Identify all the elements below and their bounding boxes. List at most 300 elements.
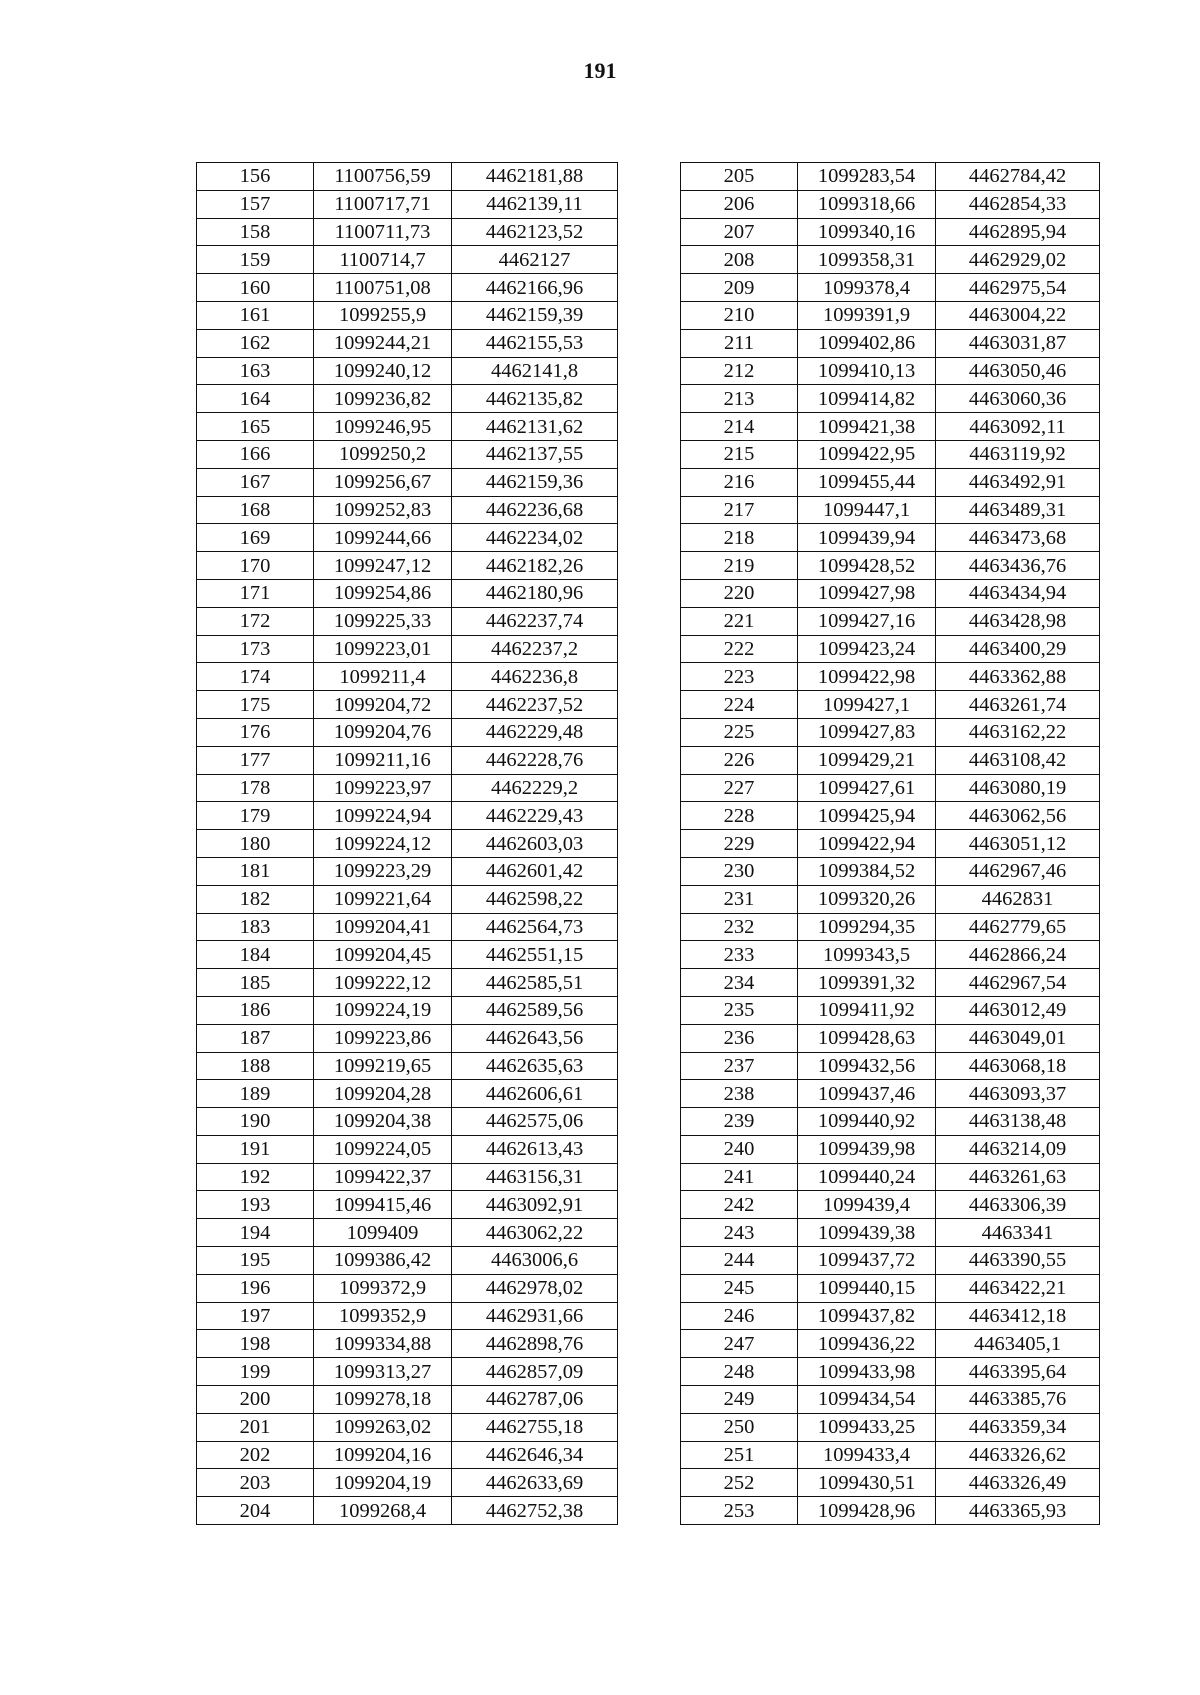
point-number-cell: 189 — [197, 1080, 314, 1108]
table-row — [681, 274, 1100, 302]
x-coordinate-cell: 1099427,1 — [798, 691, 936, 719]
point-number-cell: 162 — [197, 329, 314, 357]
y-coordinate-cell: 4462229,43 — [452, 802, 618, 830]
point-number-cell: 229 — [681, 830, 798, 858]
x-coordinate-cell: 1099224,19 — [314, 996, 452, 1024]
point-number-cell: 213 — [681, 385, 798, 413]
y-coordinate-cell: 4462166,96 — [452, 274, 618, 302]
y-coordinate-cell: 4463162,22 — [936, 718, 1100, 746]
x-coordinate-cell: 1099252,83 — [314, 496, 452, 524]
table-row — [197, 1052, 618, 1080]
point-number-cell: 181 — [197, 857, 314, 885]
table-row — [197, 440, 618, 468]
x-coordinate-cell: 1099439,4 — [798, 1191, 936, 1219]
x-coordinate-cell: 1099440,92 — [798, 1108, 936, 1136]
point-number-cell: 234 — [681, 969, 798, 997]
point-number-cell: 251 — [681, 1441, 798, 1469]
y-coordinate-cell: 4462182,26 — [452, 552, 618, 580]
table-row — [681, 524, 1100, 552]
point-number-cell: 156 — [197, 163, 314, 191]
x-coordinate-cell: 1099433,25 — [798, 1413, 936, 1441]
point-number-cell: 231 — [681, 885, 798, 913]
point-number-cell: 247 — [681, 1330, 798, 1358]
y-coordinate-cell: 4463060,36 — [936, 385, 1100, 413]
point-number-cell: 177 — [197, 746, 314, 774]
point-number-cell: 174 — [197, 663, 314, 691]
y-coordinate-cell: 4463068,18 — [936, 1052, 1100, 1080]
y-coordinate-cell: 4462236,8 — [452, 663, 618, 691]
table-row — [197, 1191, 618, 1219]
table-row — [197, 496, 618, 524]
point-number-cell: 158 — [197, 218, 314, 246]
table-row — [681, 718, 1100, 746]
x-coordinate-cell: 1099221,64 — [314, 885, 452, 913]
y-coordinate-cell: 4462551,15 — [452, 941, 618, 969]
point-number-cell: 179 — [197, 802, 314, 830]
point-number-cell: 243 — [681, 1219, 798, 1247]
table-row — [197, 1163, 618, 1191]
x-coordinate-cell: 1099313,27 — [314, 1358, 452, 1386]
table-row — [197, 1441, 618, 1469]
x-coordinate-cell: 1099223,97 — [314, 774, 452, 802]
table-row — [681, 468, 1100, 496]
y-coordinate-cell: 4462589,56 — [452, 996, 618, 1024]
table-row — [681, 941, 1100, 969]
x-coordinate-cell: 1099427,61 — [798, 774, 936, 802]
table-row — [197, 913, 618, 941]
point-number-cell: 225 — [681, 718, 798, 746]
x-coordinate-cell: 1099402,86 — [798, 329, 936, 357]
y-coordinate-cell: 4463214,09 — [936, 1135, 1100, 1163]
point-number-cell: 239 — [681, 1108, 798, 1136]
table-row — [197, 802, 618, 830]
x-coordinate-cell: 1099211,16 — [314, 746, 452, 774]
point-number-cell: 237 — [681, 1052, 798, 1080]
point-number-cell: 200 — [197, 1386, 314, 1414]
point-number-cell: 230 — [681, 857, 798, 885]
point-number-cell: 206 — [681, 190, 798, 218]
table-row — [197, 1135, 618, 1163]
point-number-cell: 253 — [681, 1497, 798, 1525]
table-row — [681, 1469, 1100, 1497]
y-coordinate-cell: 4463390,55 — [936, 1247, 1100, 1275]
y-coordinate-cell: 4462575,06 — [452, 1108, 618, 1136]
y-coordinate-cell: 4463385,76 — [936, 1386, 1100, 1414]
table-row — [197, 635, 618, 663]
table-row — [681, 1358, 1100, 1386]
y-coordinate-cell: 4462613,43 — [452, 1135, 618, 1163]
table-row — [681, 496, 1100, 524]
table-row — [681, 607, 1100, 635]
x-coordinate-cell: 1099219,65 — [314, 1052, 452, 1080]
table-row — [197, 1386, 618, 1414]
x-coordinate-cell: 1099244,66 — [314, 524, 452, 552]
x-coordinate-cell: 1099440,24 — [798, 1163, 936, 1191]
table-row — [681, 1108, 1100, 1136]
point-number-cell: 208 — [681, 246, 798, 274]
x-coordinate-cell: 1099391,9 — [798, 301, 936, 329]
table-row — [681, 1163, 1100, 1191]
point-number-cell: 182 — [197, 885, 314, 913]
table-row — [197, 218, 618, 246]
x-coordinate-cell: 1099422,37 — [314, 1163, 452, 1191]
point-number-cell: 157 — [197, 190, 314, 218]
point-number-cell: 191 — [197, 1135, 314, 1163]
table-row — [681, 1052, 1100, 1080]
x-coordinate-cell: 1099455,44 — [798, 468, 936, 496]
y-coordinate-cell: 4462585,51 — [452, 969, 618, 997]
point-number-cell: 190 — [197, 1108, 314, 1136]
y-coordinate-cell: 4462643,56 — [452, 1024, 618, 1052]
x-coordinate-cell: 1099223,29 — [314, 857, 452, 885]
y-coordinate-cell: 4463261,63 — [936, 1163, 1100, 1191]
table-row — [681, 552, 1100, 580]
x-coordinate-cell: 1099411,92 — [798, 996, 936, 1024]
point-number-cell: 216 — [681, 468, 798, 496]
point-number-cell: 194 — [197, 1219, 314, 1247]
x-coordinate-cell: 1099204,76 — [314, 718, 452, 746]
point-number-cell: 160 — [197, 274, 314, 302]
y-coordinate-cell: 4463405,1 — [936, 1330, 1100, 1358]
table-row — [197, 941, 618, 969]
coordinates-table-right-body — [681, 163, 1100, 1525]
x-coordinate-cell: 1099204,16 — [314, 1441, 452, 1469]
table-row — [197, 1358, 618, 1386]
point-number-cell: 176 — [197, 718, 314, 746]
point-number-cell: 228 — [681, 802, 798, 830]
table-row — [197, 163, 618, 191]
x-coordinate-cell: 1099224,05 — [314, 1135, 452, 1163]
y-coordinate-cell: 4463412,18 — [936, 1302, 1100, 1330]
x-coordinate-cell: 1099439,98 — [798, 1135, 936, 1163]
x-coordinate-cell: 1099421,38 — [798, 413, 936, 441]
x-coordinate-cell: 1099204,72 — [314, 691, 452, 719]
table-row — [681, 774, 1100, 802]
x-coordinate-cell: 1099204,41 — [314, 913, 452, 941]
point-number-cell: 187 — [197, 1024, 314, 1052]
x-coordinate-cell: 1099439,38 — [798, 1219, 936, 1247]
y-coordinate-cell: 4462135,82 — [452, 385, 618, 413]
x-coordinate-cell: 1099223,86 — [314, 1024, 452, 1052]
table-row — [681, 385, 1100, 413]
table-row — [197, 969, 618, 997]
y-coordinate-cell: 4462898,76 — [452, 1330, 618, 1358]
point-number-cell: 172 — [197, 607, 314, 635]
table-row — [197, 774, 618, 802]
point-number-cell: 170 — [197, 552, 314, 580]
y-coordinate-cell: 4462967,54 — [936, 969, 1100, 997]
x-coordinate-cell: 1099340,16 — [798, 218, 936, 246]
table-row — [197, 1219, 618, 1247]
y-coordinate-cell: 4462564,73 — [452, 913, 618, 941]
y-coordinate-cell: 4462755,18 — [452, 1413, 618, 1441]
x-coordinate-cell: 1099343,5 — [798, 941, 936, 969]
y-coordinate-cell: 4462234,02 — [452, 524, 618, 552]
y-coordinate-cell: 4462633,69 — [452, 1469, 618, 1497]
y-coordinate-cell: 4462141,8 — [452, 357, 618, 385]
point-number-cell: 219 — [681, 552, 798, 580]
y-coordinate-cell: 4463473,68 — [936, 524, 1100, 552]
y-coordinate-cell: 4463080,19 — [936, 774, 1100, 802]
x-coordinate-cell: 1099224,94 — [314, 802, 452, 830]
y-coordinate-cell: 4462752,38 — [452, 1497, 618, 1525]
x-coordinate-cell: 1099422,98 — [798, 663, 936, 691]
point-number-cell: 221 — [681, 607, 798, 635]
table-row — [197, 663, 618, 691]
table-row — [681, 1024, 1100, 1052]
table-row — [681, 969, 1100, 997]
point-number-cell: 211 — [681, 329, 798, 357]
point-number-cell: 252 — [681, 1469, 798, 1497]
y-coordinate-cell: 4463092,11 — [936, 413, 1100, 441]
point-number-cell: 210 — [681, 301, 798, 329]
y-coordinate-cell: 4462237,2 — [452, 635, 618, 663]
y-coordinate-cell: 4462854,33 — [936, 190, 1100, 218]
y-coordinate-cell: 4463306,39 — [936, 1191, 1100, 1219]
coordinates-table-left-body — [197, 163, 618, 1525]
x-coordinate-cell: 1099247,12 — [314, 552, 452, 580]
point-number-cell: 207 — [681, 218, 798, 246]
table-row — [197, 246, 618, 274]
y-coordinate-cell: 4462606,61 — [452, 1080, 618, 1108]
point-number-cell: 227 — [681, 774, 798, 802]
x-coordinate-cell: 1099427,83 — [798, 718, 936, 746]
y-coordinate-cell: 4462831 — [936, 885, 1100, 913]
y-coordinate-cell: 4463031,87 — [936, 329, 1100, 357]
table-row — [197, 329, 618, 357]
point-number-cell: 250 — [681, 1413, 798, 1441]
y-coordinate-cell: 4463365,93 — [936, 1497, 1100, 1525]
y-coordinate-cell: 4463428,98 — [936, 607, 1100, 635]
y-coordinate-cell: 4462967,46 — [936, 857, 1100, 885]
table-row — [197, 1274, 618, 1302]
y-coordinate-cell: 4463489,31 — [936, 496, 1100, 524]
point-number-cell: 222 — [681, 635, 798, 663]
y-coordinate-cell: 4462229,2 — [452, 774, 618, 802]
y-coordinate-cell: 4463092,91 — [452, 1191, 618, 1219]
table-row — [681, 1413, 1100, 1441]
x-coordinate-cell: 1099437,82 — [798, 1302, 936, 1330]
x-coordinate-cell: 1099246,95 — [314, 413, 452, 441]
point-number-cell: 195 — [197, 1247, 314, 1275]
x-coordinate-cell: 1099204,19 — [314, 1469, 452, 1497]
table-row — [681, 1330, 1100, 1358]
x-coordinate-cell: 1099428,63 — [798, 1024, 936, 1052]
coordinates-table-left — [196, 162, 618, 1525]
table-row — [197, 1302, 618, 1330]
table-row — [681, 913, 1100, 941]
table-row — [681, 746, 1100, 774]
table-row — [681, 1386, 1100, 1414]
point-number-cell: 178 — [197, 774, 314, 802]
table-row — [197, 1024, 618, 1052]
y-coordinate-cell: 4462975,54 — [936, 274, 1100, 302]
point-number-cell: 223 — [681, 663, 798, 691]
x-coordinate-cell: 1099268,4 — [314, 1497, 452, 1525]
point-number-cell: 184 — [197, 941, 314, 969]
y-coordinate-cell: 4462895,94 — [936, 218, 1100, 246]
y-coordinate-cell: 4462978,02 — [452, 1274, 618, 1302]
point-number-cell: 166 — [197, 440, 314, 468]
table-row — [681, 1441, 1100, 1469]
point-number-cell: 199 — [197, 1358, 314, 1386]
x-coordinate-cell: 1099432,56 — [798, 1052, 936, 1080]
x-coordinate-cell: 1099430,51 — [798, 1469, 936, 1497]
x-coordinate-cell: 1099414,82 — [798, 385, 936, 413]
point-number-cell: 193 — [197, 1191, 314, 1219]
y-coordinate-cell: 4463050,46 — [936, 357, 1100, 385]
table-row — [197, 357, 618, 385]
point-number-cell: 214 — [681, 413, 798, 441]
x-coordinate-cell: 1099204,38 — [314, 1108, 452, 1136]
point-number-cell: 165 — [197, 413, 314, 441]
table-row — [197, 1247, 618, 1275]
point-number-cell: 167 — [197, 468, 314, 496]
y-coordinate-cell: 4463400,29 — [936, 635, 1100, 663]
x-coordinate-cell: 1100711,73 — [314, 218, 452, 246]
x-coordinate-cell: 1099429,21 — [798, 746, 936, 774]
y-coordinate-cell: 4463362,88 — [936, 663, 1100, 691]
table-row — [197, 1080, 618, 1108]
y-coordinate-cell: 4463422,21 — [936, 1274, 1100, 1302]
point-number-cell: 245 — [681, 1274, 798, 1302]
table-row — [681, 1497, 1100, 1525]
point-number-cell: 238 — [681, 1080, 798, 1108]
x-coordinate-cell: 1099236,82 — [314, 385, 452, 413]
table-row — [681, 329, 1100, 357]
point-number-cell: 246 — [681, 1302, 798, 1330]
x-coordinate-cell: 1099223,01 — [314, 635, 452, 663]
table-row — [681, 802, 1100, 830]
x-coordinate-cell: 1099428,52 — [798, 552, 936, 580]
point-number-cell: 205 — [681, 163, 798, 191]
x-coordinate-cell: 1099423,24 — [798, 635, 936, 663]
y-coordinate-cell: 4462779,65 — [936, 913, 1100, 941]
point-number-cell: 164 — [197, 385, 314, 413]
table-row — [681, 635, 1100, 663]
table-row — [197, 385, 618, 413]
x-coordinate-cell: 1099255,9 — [314, 301, 452, 329]
y-coordinate-cell: 4463138,48 — [936, 1108, 1100, 1136]
x-coordinate-cell: 1099439,94 — [798, 524, 936, 552]
table-row — [681, 663, 1100, 691]
y-coordinate-cell: 4463051,12 — [936, 830, 1100, 858]
y-coordinate-cell: 4462123,52 — [452, 218, 618, 246]
y-coordinate-cell: 4463395,64 — [936, 1358, 1100, 1386]
x-coordinate-cell: 1099204,45 — [314, 941, 452, 969]
table-row — [681, 246, 1100, 274]
point-number-cell: 215 — [681, 440, 798, 468]
table-row — [197, 718, 618, 746]
y-coordinate-cell: 4462784,42 — [936, 163, 1100, 191]
x-coordinate-cell: 1099283,54 — [798, 163, 936, 191]
point-number-cell: 173 — [197, 635, 314, 663]
table-row — [681, 1135, 1100, 1163]
table-row — [197, 1330, 618, 1358]
x-coordinate-cell: 1099428,96 — [798, 1497, 936, 1525]
y-coordinate-cell: 4462635,63 — [452, 1052, 618, 1080]
table-row — [681, 579, 1100, 607]
point-number-cell: 188 — [197, 1052, 314, 1080]
y-coordinate-cell: 4462137,55 — [452, 440, 618, 468]
y-coordinate-cell: 4463049,01 — [936, 1024, 1100, 1052]
table-row — [197, 468, 618, 496]
page-number: 191 — [583, 58, 617, 83]
point-number-cell: 248 — [681, 1358, 798, 1386]
table-row — [197, 830, 618, 858]
x-coordinate-cell: 1099427,16 — [798, 607, 936, 635]
x-coordinate-cell: 1099250,2 — [314, 440, 452, 468]
y-coordinate-cell: 4463436,76 — [936, 552, 1100, 580]
y-coordinate-cell: 4463108,42 — [936, 746, 1100, 774]
x-coordinate-cell: 1099409 — [314, 1219, 452, 1247]
y-coordinate-cell: 4462139,11 — [452, 190, 618, 218]
point-number-cell: 161 — [197, 301, 314, 329]
point-number-cell: 202 — [197, 1441, 314, 1469]
x-coordinate-cell: 1099437,72 — [798, 1247, 936, 1275]
table-row — [681, 301, 1100, 329]
table-row — [197, 413, 618, 441]
y-coordinate-cell: 4462866,24 — [936, 941, 1100, 969]
point-number-cell: 168 — [197, 496, 314, 524]
point-number-cell: 204 — [197, 1497, 314, 1525]
x-coordinate-cell: 1099204,28 — [314, 1080, 452, 1108]
table-row — [681, 1219, 1100, 1247]
table-row — [197, 552, 618, 580]
table-row — [197, 274, 618, 302]
x-coordinate-cell: 1099254,86 — [314, 579, 452, 607]
x-coordinate-cell: 1100756,59 — [314, 163, 452, 191]
y-coordinate-cell: 4463261,74 — [936, 691, 1100, 719]
point-number-cell: 249 — [681, 1386, 798, 1414]
table-row — [197, 607, 618, 635]
x-coordinate-cell: 1099433,98 — [798, 1358, 936, 1386]
table-row — [197, 524, 618, 552]
point-number-cell: 242 — [681, 1191, 798, 1219]
x-coordinate-cell: 1100751,08 — [314, 274, 452, 302]
table-row — [681, 218, 1100, 246]
x-coordinate-cell: 1099358,31 — [798, 246, 936, 274]
y-coordinate-cell: 4463006,6 — [452, 1247, 618, 1275]
point-number-cell: 218 — [681, 524, 798, 552]
y-coordinate-cell: 4463062,56 — [936, 802, 1100, 830]
x-coordinate-cell: 1099422,95 — [798, 440, 936, 468]
table-row — [197, 1497, 618, 1525]
x-coordinate-cell: 1099436,22 — [798, 1330, 936, 1358]
point-number-cell: 196 — [197, 1274, 314, 1302]
point-number-cell: 185 — [197, 969, 314, 997]
x-coordinate-cell: 1099410,13 — [798, 357, 936, 385]
point-number-cell: 217 — [681, 496, 798, 524]
table-row — [681, 440, 1100, 468]
x-coordinate-cell: 1099225,33 — [314, 607, 452, 635]
table-row — [681, 357, 1100, 385]
y-coordinate-cell: 4462929,02 — [936, 246, 1100, 274]
y-coordinate-cell: 4462229,48 — [452, 718, 618, 746]
y-coordinate-cell: 4463156,31 — [452, 1163, 618, 1191]
y-coordinate-cell: 4462646,34 — [452, 1441, 618, 1469]
y-coordinate-cell: 4463012,49 — [936, 996, 1100, 1024]
x-coordinate-cell: 1099427,98 — [798, 579, 936, 607]
y-coordinate-cell: 4463093,37 — [936, 1080, 1100, 1108]
point-number-cell: 209 — [681, 274, 798, 302]
x-coordinate-cell: 1099211,4 — [314, 663, 452, 691]
table-row — [197, 691, 618, 719]
point-number-cell: 236 — [681, 1024, 798, 1052]
x-coordinate-cell: 1099440,15 — [798, 1274, 936, 1302]
x-coordinate-cell: 1099318,66 — [798, 190, 936, 218]
y-coordinate-cell: 4463119,92 — [936, 440, 1100, 468]
